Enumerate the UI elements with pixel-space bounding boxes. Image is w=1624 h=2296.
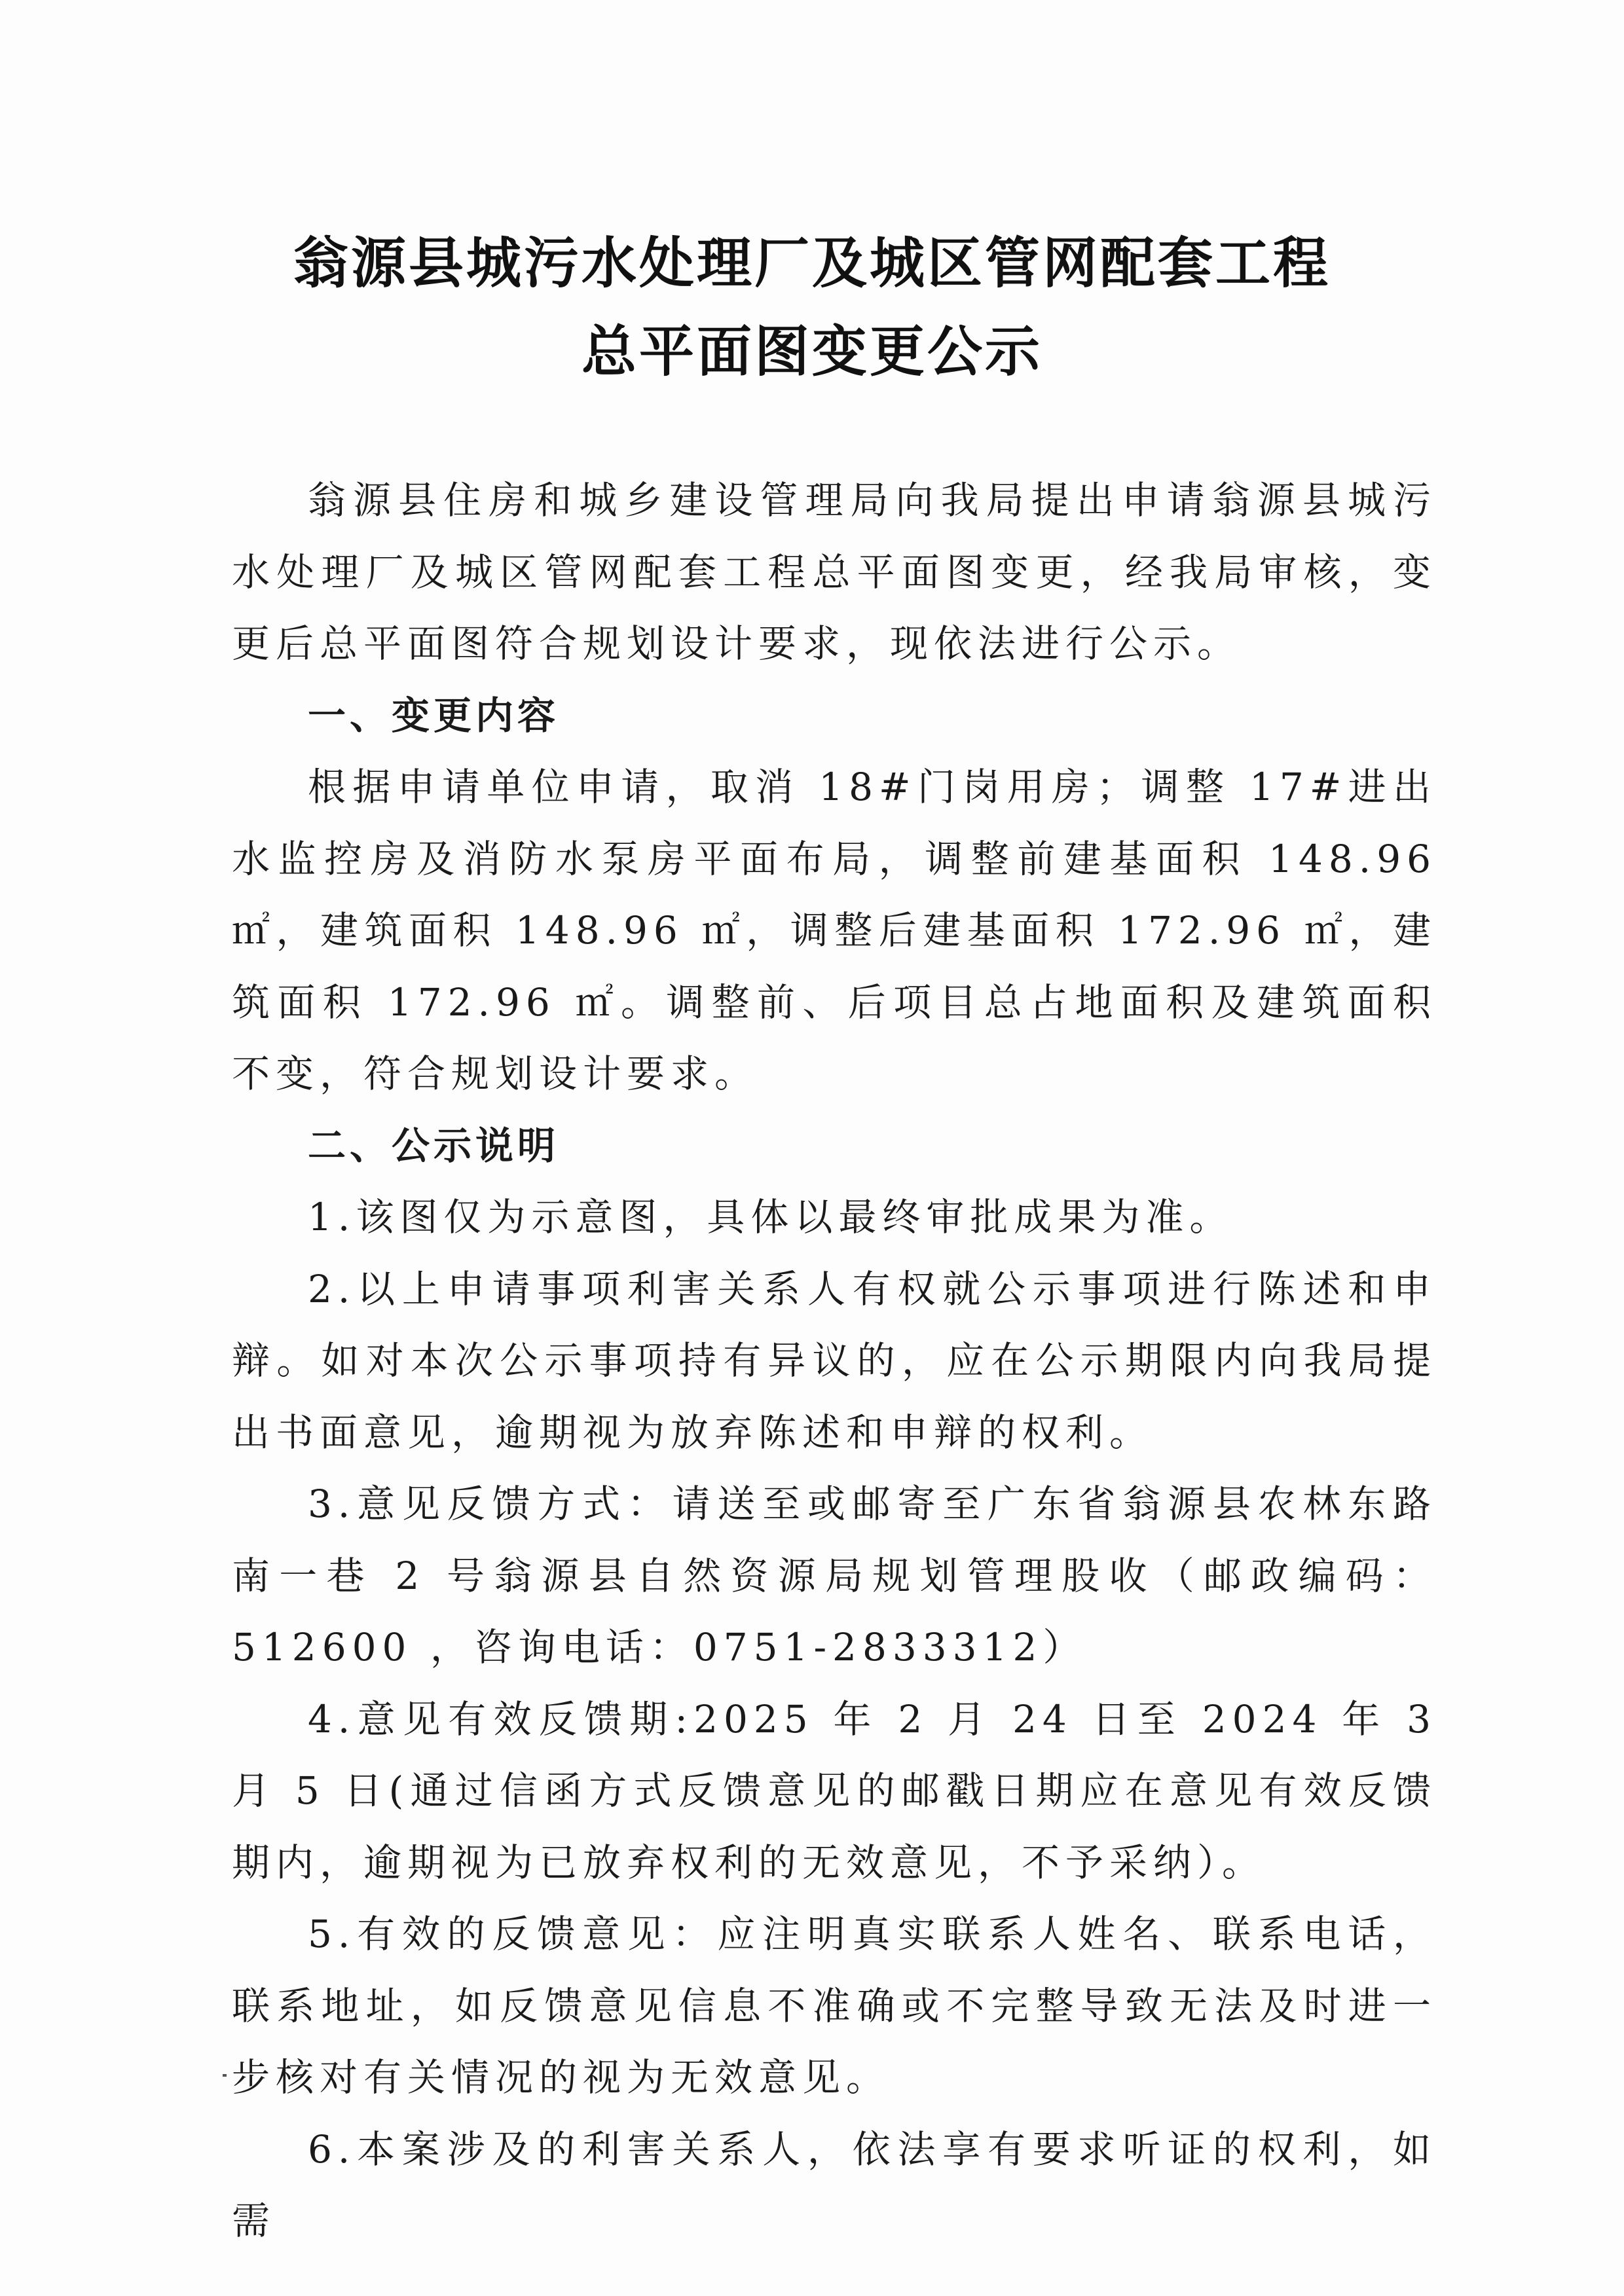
notice-item-1: 1.该图仅为示意图，具体以最终审批成果为准。 [308, 1195, 1234, 1239]
document-title-line-2: 总平面图变更公示 [581, 319, 1043, 384]
section-heading-change: 一、变更内容 [308, 693, 560, 738]
notice-item-2: 2.以上申请事项利害关系人有权就公示事项进行陈述和申辩。如对本次公示事项持有异议的，应在公示期限内向我局提出书面意见，逾期视为放弃陈述和申辩的权利。 [232, 1266, 1437, 1455]
notice-item-6: 6.本案涉及的利害关系人，依法享有要求听证的权利，如需 [232, 2126, 1437, 2243]
notice-item-3: 3.意见反馈方式：请送至或邮寄至广东省翁源县农林东路南一巷 2 号翁源县自然资源局规划管理股收（邮政编码：512600 ，咨询电话：0751-2833312） [232, 1482, 1437, 1669]
scan-speck [223, 2074, 227, 2077]
document-title-line-1: 翁源县城污水处理厂及城区管网配套工程 [293, 231, 1331, 295]
intro-paragraph: 翁源县住房和城乡建设管理局向我局提出申请翁源县城污水处理厂及城区管网配套工程总平面图变更，经我局审核，变更后总平面图符合规划设计要求，现依法进行公示。 [232, 478, 1437, 666]
notice-item-4: 4.意见有效反馈期:2025 年 2 月 24 日至 2024 年 3 月 5 日(通过信函方式反馈意见的邮戳日期应在意见有效反馈期内，逾期视为已放弃权利的无效意见，不予采纳）。 [232, 1696, 1437, 1885]
document-body [232, 465, 1437, 2257]
notice-item-5: 5.有效的反馈意见：应注明真实联系人姓名、联系电话，联系地址，如反馈意见信息不准确或不完整导致无法及时进一步核对有关情况的视为无效意见。 [232, 1912, 1437, 2100]
section-heading-notice: 二、公示说明 [308, 1123, 560, 1168]
change-content-paragraph: 根据申请单位申请，取消 18#门岗用房；调整 17#进出水监控房及消防水泵房平面布局，调整前建基面积 148.96 ㎡，建筑面积 148.96 ㎡，调整后建基面积 172.96 ㎡，建筑面积 172.96 ㎡。调整前、后项目总占地面积及建筑面积不变，符合规划设计要求。 [232, 765, 1437, 1096]
